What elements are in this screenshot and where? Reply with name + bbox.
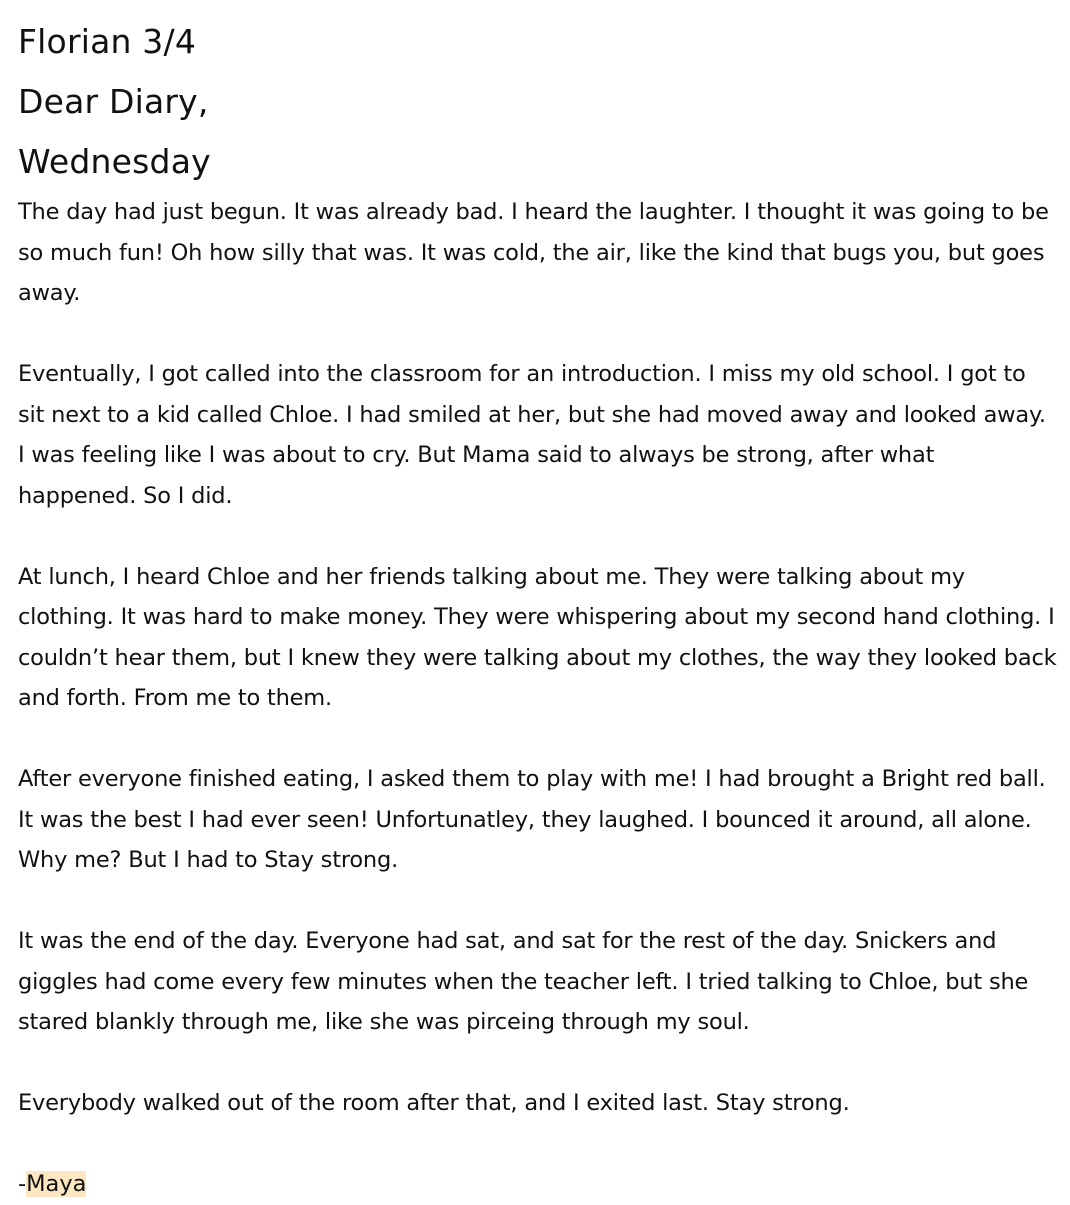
class-title: Florian 3/4 xyxy=(18,22,197,61)
diary-paragraph: It was the end of the day. Everyone had sat, and sat for the rest of the day. Snickers and giggles had come every few minutes when the teacher left. I tried talking to Chloe, but she stared blankly through me, like she was pirceing through my soul. xyxy=(18,928,1029,1035)
signature xyxy=(18,1164,1058,1205)
diary-paragraph: Eventually, I got called into the classroom for an introduction. I miss my old school. I got to sit next to a kid called Chloe. I had smiled at her, but she had moved away and looked away. I was feeling like I was about to cry. But Mama said to always be strong, after what happened. So I did. xyxy=(18,361,1046,509)
diary-paragraph: Everybody walked out of the room after that, and I exited last. Stay strong. xyxy=(18,1090,850,1116)
diary-paragraph: After everyone finished eating, I asked them to play with me! I had brought a Bright red ball. It was the best I had ever seen! Unfortunatley, they laughed. I bounced it around, all alone. Why me? But I had to Stay strong. xyxy=(18,766,1046,873)
diary-paragraph: At lunch, I heard Chloe and her friends talking about me. They were talking about my clothing. It was hard to make money. They were whispering about my second hand clothing. I couldn’t hear them, but I knew they were talking about my clothes, the way they looked back and forth. From me to them. xyxy=(18,563,1057,711)
diary-paragraph: The day had just begun. It was already bad. I heard the laughter. I thought it was going to be so much fun! Oh how silly that was. It was cold, the air, like the kind that bugs you, but goes away. xyxy=(18,199,1049,306)
diary-document xyxy=(18,12,1058,1205)
day-label: Wednesday xyxy=(18,142,211,181)
signature-name: Maya xyxy=(26,1171,87,1197)
signature-dash: - xyxy=(18,1171,27,1197)
greeting: Dear Diary, xyxy=(18,82,209,121)
